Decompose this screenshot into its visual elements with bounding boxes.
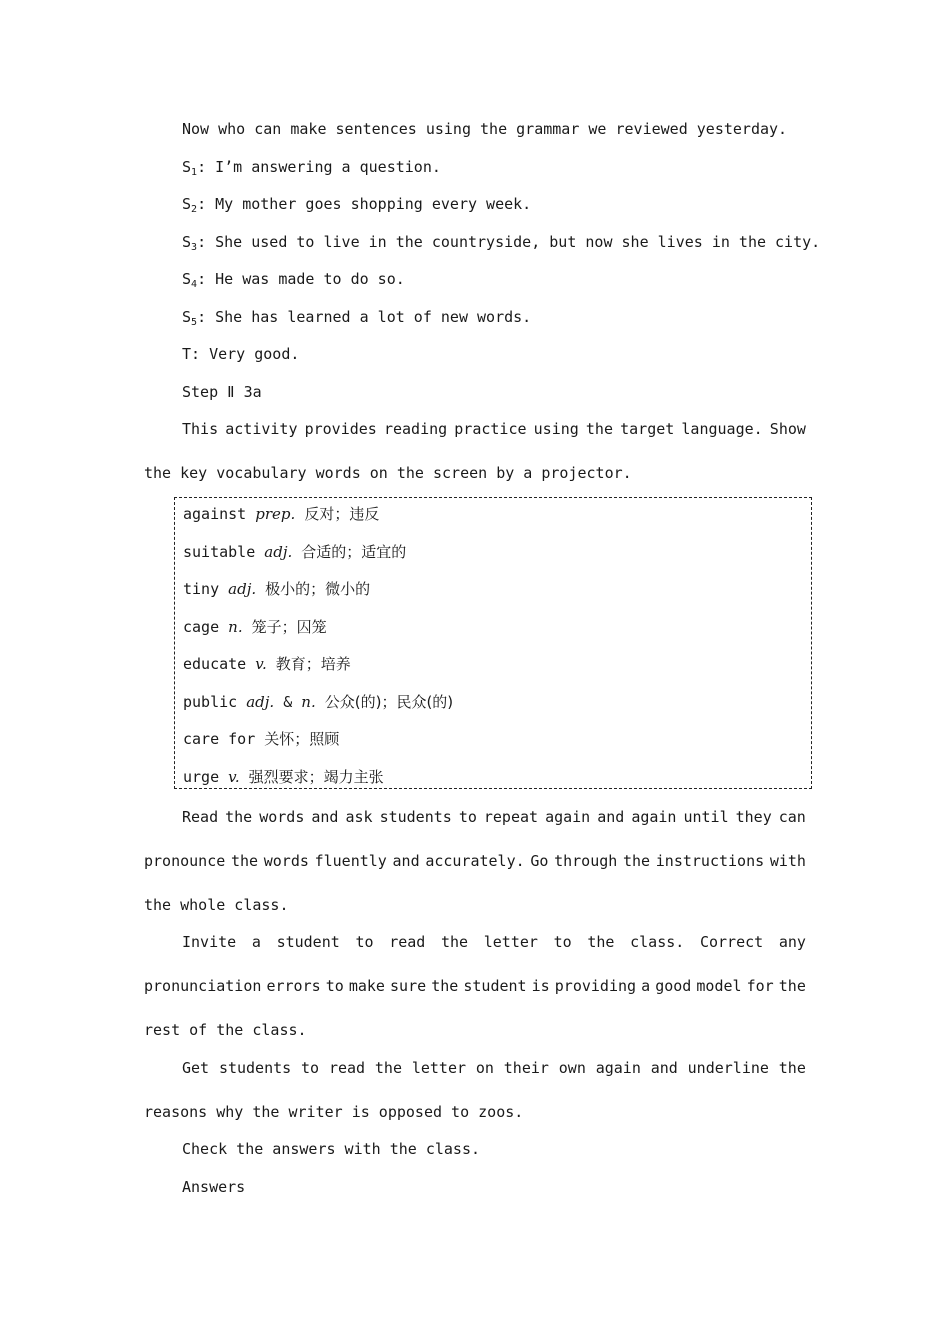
vocab-item: urge v. 强烈要求；竭力主张 [183, 768, 384, 786]
vocab-item: educate v. 教育；培养 [183, 655, 351, 673]
vocab-item: suitable adj. 合适的；适宜的 [183, 543, 407, 561]
student-line-3: $S_3$: She used to live in the countryside, but now she lives in the city. [182, 233, 821, 253]
paragraph-2-line-3: the whole class. [144, 896, 289, 914]
answers-heading: Answers [182, 1178, 246, 1196]
student-line-2: $S_2$: My mother goes shopping every week. [182, 195, 532, 215]
step-heading: Step Ⅱ 3a [182, 383, 262, 401]
paragraph-2-line-2: pronounce the words fluently and accurately. Go through the instructions with [144, 852, 806, 870]
vocab-item: against prep. 反对；违反 [183, 505, 380, 523]
paragraph-1-line-1: This activity provides reading practice using the target language. Show [182, 420, 806, 438]
intro-line: Now who can make sentences using the grammar we reviewed yesterday. [182, 120, 788, 138]
paragraph-3-line-2: pronunciation errors to make sure the student is providing a good model for the [144, 977, 806, 995]
vocab-item: public adj. & n. 公众(的)；民众(的) [183, 693, 454, 711]
teacher-line: T: Very good. [182, 345, 300, 363]
student-line-1: $S_1$: I’m answering a question. [182, 158, 441, 178]
check-line: Check the answers with the class. [182, 1140, 481, 1158]
student-line-5: $S_5$: She has learned a lot of new words. [182, 308, 532, 328]
vocab-item: care for 关怀；照顾 [183, 730, 340, 748]
paragraph-1-line-2: the key vocabulary words on the screen by a projector. [144, 464, 632, 482]
student-line-4: $S_4$: He was made to do so. [182, 270, 405, 290]
paragraph-4-line-2: reasons why the writer is opposed to zoos. [144, 1103, 524, 1121]
vocab-item: cage n. 笼子；囚笼 [183, 618, 327, 636]
paragraph-3-line-1: Invite a student to read the letter to the class. Correct any [182, 933, 806, 951]
vocab-item: tiny adj. 极小的；微小的 [183, 580, 371, 598]
paragraph-2-line-1: Read the words and ask students to repeat again and again until they can [182, 808, 806, 826]
paragraph-4-line-1: Get students to read the letter on their own again and underline the [182, 1059, 806, 1077]
vocabulary-box [174, 497, 812, 789]
paragraph-3-line-3: rest of the class. [144, 1021, 307, 1039]
